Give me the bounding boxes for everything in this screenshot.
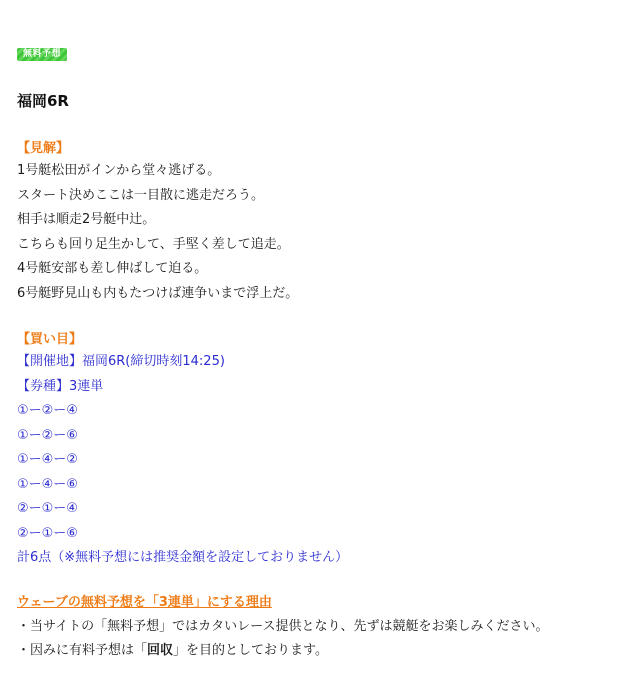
bet-combination: ①ー②ー④ — [17, 403, 78, 418]
race-title: 福岡6R — [17, 92, 69, 110]
bet-total: 計6点（※無料予想には推奨金額を設定しておりません） — [17, 550, 349, 565]
reason-line-2-suffix: 」を目的としております。 — [173, 643, 328, 658]
bet-combination: ②ー①ー⑥ — [17, 525, 78, 541]
analysis-line: スタート決めここは一目散に逃走だろう。 — [17, 187, 265, 203]
bets-body — [17, 350, 617, 571]
analysis-line: こちらも回り足生かして、手堅く差して追走。 — [17, 236, 290, 252]
analysis-line: 6号艇野見山も内もたつけば連争いまで浮上だ。 — [17, 285, 299, 301]
reason-line-1: ・当サイトの「無料予想」ではカタいレース提供となり、先ずは競艇をお楽しみください。 — [17, 618, 549, 634]
bets-heading: 【買い目】 — [17, 332, 83, 347]
analysis-body — [17, 159, 617, 306]
ticket-type: 【券種】3連単 — [17, 378, 104, 394]
bet-combination: ①ー②ー⑥ — [17, 427, 78, 443]
venue-info: 【開催地】福岡6R(締切時刻14:25) — [17, 354, 225, 369]
bet-combination: ①ー④ー② — [17, 452, 78, 467]
analysis-line: 1号艇松田がインから堂々逃げる。 — [17, 163, 221, 178]
free-prediction-badge: 無料予想 — [17, 48, 67, 61]
bet-combination: ②ー①ー④ — [17, 501, 78, 516]
reason-heading-link[interactable]: ウェーブの無料予想を「3連単」にする理由 — [17, 594, 272, 610]
analysis-heading: 【見解】 — [17, 141, 70, 156]
reason-line-2 — [17, 639, 617, 664]
bet-combination: ①ー④ー⑥ — [17, 476, 78, 492]
reason-line-2-emphasis: 回収 — [147, 643, 174, 658]
reason-line-2-prefix: ・因みに有料予想は「 — [17, 643, 148, 658]
analysis-line: 4号艇安部も差し伸ばして迫る。 — [17, 261, 208, 276]
analysis-line: 相手は順走2号艇中辻。 — [17, 212, 156, 227]
article-content — [17, 41, 617, 664]
